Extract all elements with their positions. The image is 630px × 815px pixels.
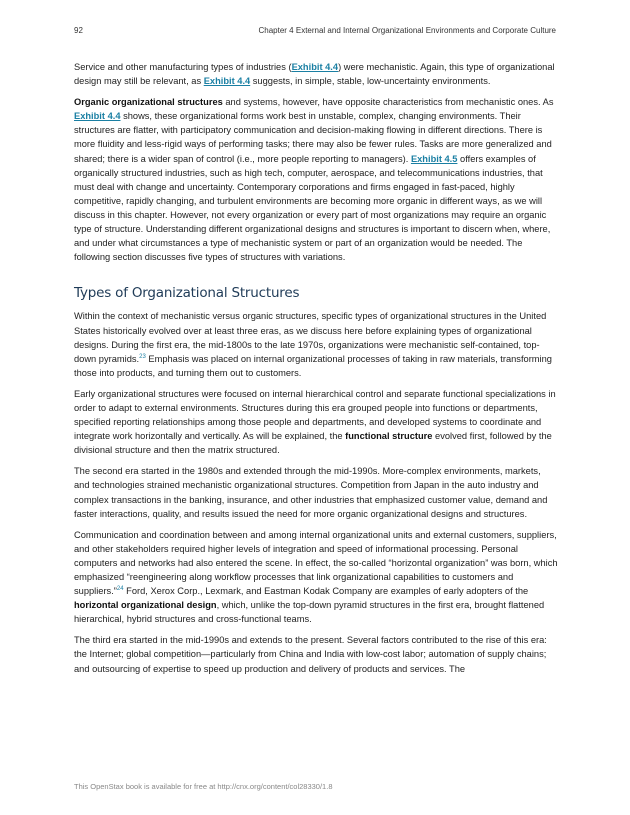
paragraph-1: Service and other manufacturing types of industries (Exhibit 4.4) were mechanistic. Again, this type of organizational design may still be relevant, as Exhibit 4.4 suggests, in simple, stable, low-uncertainty environments. xyxy=(74,62,555,87)
exhibit-4-5-link[interactable]: Exhibit 4.5 xyxy=(410,153,458,164)
paragraph-4: Early organizational structures were focused on internal hierarchical control and separate functional specializations in order to adapt to external environments. Structures during this era grouped people into functions or departments, specified reporting relationships among those people and departments, and developed systems to coordinate and integrate work horizontally and vertically. As will be explained, the functional structure evolved first, followed by the divisional structure and then the matrix structured. xyxy=(74,388,556,456)
page-number: 92 xyxy=(74,26,83,35)
paragraph-6: Communication and coordination between and among internal organizational units and external customers, suppliers, and other stakeholders required higher levels of integration and speed of informational processing. Personal computers and networks had also entered the scene. In effect, the so-called “horizontal organization” was born, which emphasized “reengineering along workflow processes that link organizational capabilities to customers and suppliers.”$^{24}$ Ford, Xerox Corp., Lexmark, and Eastman Kodak Company are examples of early adopters of the horizontal organizational design, which, unlike the top-down pyramid structures in the first era, brought flattened hierarchical, hybrid structures and cross-functional teams. xyxy=(74,529,558,625)
exhibit-4-4-link[interactable]: Exhibit 4.4 xyxy=(203,76,251,87)
section-heading: Types of Organizational Structures xyxy=(74,285,300,302)
footnote-ref[interactable]: 24 xyxy=(116,586,124,592)
paragraph-7: The third era started in the mid-1990s and extends to the present. Several factors contributed to the rise of this era: the Internet; global competition—particularly from China and India with low-cost labor; automation of supply chains; and outsourcing of expertise to speed up production and delivery of products and services. The xyxy=(74,635,547,674)
exhibit-4-4-link[interactable]: Exhibit 4.4 xyxy=(291,62,339,72)
running-header: Chapter 4 External and Internal Organizational Environments and Corporate Culture xyxy=(258,26,556,35)
key-term: functional structure xyxy=(345,431,433,442)
paragraph-2: Organic organizational structures and systems, however, have opposite characteristics from mechanistic ones. As Exhibit 4.4 shows, these organizational forms work best in unstable, complex, changing environments. Their structures are flatter, with participatory communication and decision-making flowing in different directions. There is more fluidity and less-rigid ways of performing tasks; there may also be fewer rules. Tasks are more generalized and shared; there is a wider span of control (i.e., more people reporting to managers). Exhibit 4.5 offers examples of organically structured industries, such as high tech, computer, aerospace, and telecommunications industries, that must deal with change and uncertainty. Contemporary corporations and firms engaged in fast-paced, highly competitive, rapidly changing, and turbulent environments are becoming more organic in different ways, as we will discuss in this chapter. However, not every organization or every part of most organizations may require an organic type of structure. Understanding different organizational designs and structures is important to discern when, where, and under what circumstances a type of mechanistic system or part of an organization would be needed. The following section discusses five types of structures with variations. xyxy=(74,97,554,263)
paragraph-3: Within the context of mechanistic versus organic structures, specific types of organizational structures in the United States historically evolved over at least three eras, as we discuss here before explaining types of organizational designs. During the first era, the mid-1800s to the late 1970s, organizations were mechanistic self-contained, top-down pyramids.$^{23}$ Emphasis was placed on internal organizational processes of taking in raw materials, transforming those into products, and turning them out to customers. xyxy=(74,311,552,378)
key-term: Organic organizational structures xyxy=(74,97,223,108)
page-footer: This OpenStax book is available for free at http://cnx.org/content/col28330/1.8 xyxy=(74,782,333,791)
footnote-ref[interactable]: 23 xyxy=(139,353,146,360)
exhibit-4-4-link[interactable]: Exhibit 4.4 xyxy=(74,111,121,122)
main-content xyxy=(74,60,558,683)
key-term: horizontal organizational design xyxy=(74,600,217,611)
paragraph-5: The second era started in the 1980s and extended through the mid-1990s. More-complex environments, markets, and technologies strained mechanistic organizational structures. Competition from Japan in the auto industry and complex transactions in the banking, insurance, and other industries that emphasized customer value, demand and faster interactions, quality, and results issued the need for more organic organizational designs and structures. xyxy=(74,466,548,519)
